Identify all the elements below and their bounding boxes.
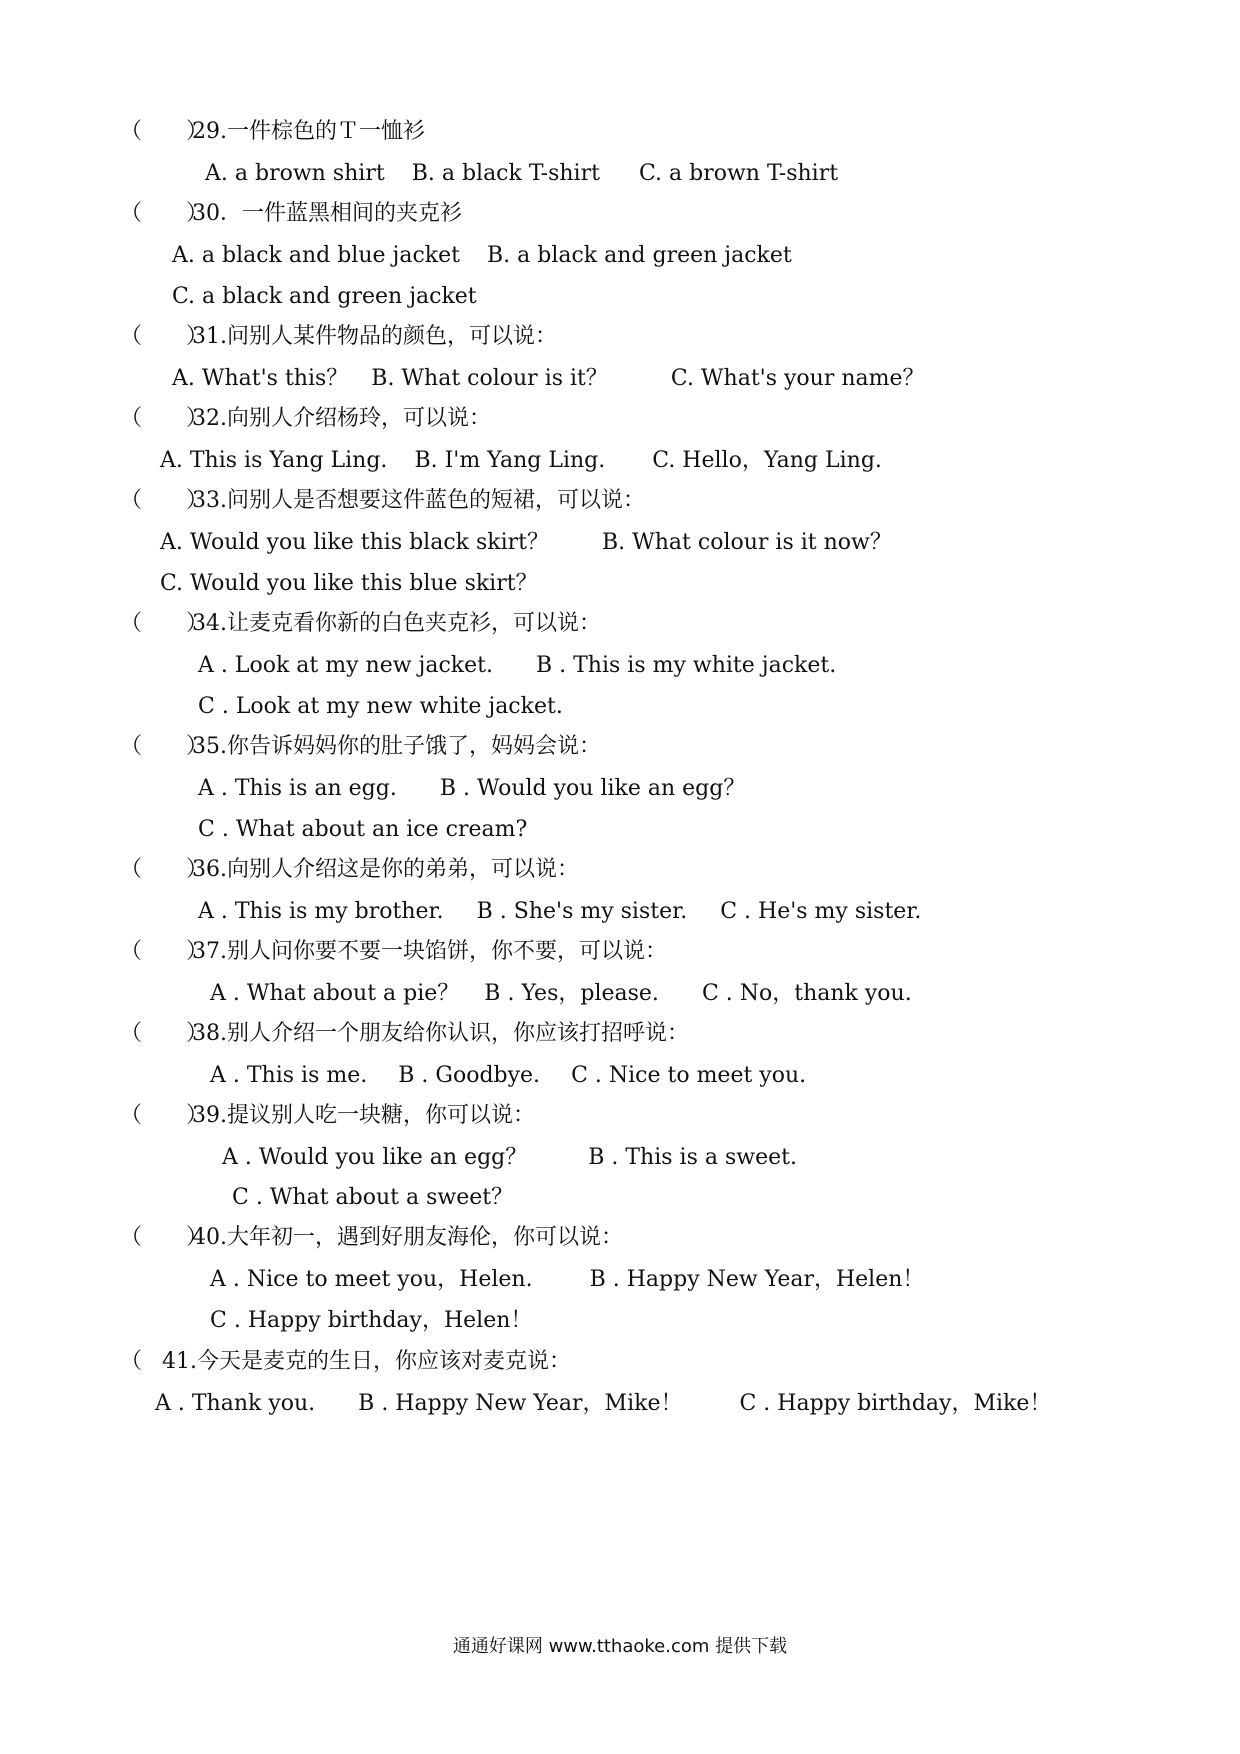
options-30-row2: [172, 282, 477, 312]
options-33-row2: [160, 569, 538, 599]
option-c[interactable]: C . What about an ice cream?: [198, 817, 528, 842]
question-text: 36.向别人介绍这是你的弟弟，可以说：: [192, 857, 579, 882]
options-34-row1: [198, 651, 836, 681]
options-37: [210, 979, 912, 1009]
answer-blank[interactable]: （ ）: [120, 734, 209, 759]
option-a[interactable]: A. Would you like this black skirt？: [160, 530, 549, 555]
option-a[interactable]: A . This is my brother.: [198, 899, 444, 924]
options-31: [172, 364, 925, 394]
question-32: [120, 404, 491, 434]
option-b[interactable]: B . Goodbye.: [398, 1063, 541, 1088]
options-29: [205, 159, 838, 189]
option-c[interactable]: C. What's your name？: [670, 366, 925, 391]
option-b[interactable]: B . This is my white jacket.: [535, 653, 837, 678]
question-text: 29.一件棕色的Ｔ一恤衫: [192, 119, 425, 144]
answer-blank[interactable]: （ ）: [120, 488, 209, 513]
option-b[interactable]: B . Happy New Year，Helen！: [589, 1267, 925, 1292]
answer-blank[interactable]: （ ）: [120, 201, 209, 226]
question-30: [120, 199, 462, 229]
option-c[interactable]: C . He's my sister.: [720, 899, 922, 924]
question-29: [120, 117, 425, 147]
options-35-row1: [198, 774, 745, 804]
question-34: [120, 609, 601, 639]
option-c[interactable]: C. Would you like this blue skirt？: [160, 571, 538, 596]
question-text: 39.提议别人吃一块糖，你可以说：: [192, 1103, 535, 1128]
question-text: 33.问别人是否想要这件蓝色的短裙，可以说：: [192, 488, 645, 513]
question-text: 30．一件蓝黑相间的夹克衫: [192, 201, 462, 226]
answer-blank[interactable]: （ ）: [120, 939, 209, 964]
option-a[interactable]: A . Would you like an egg？: [222, 1145, 528, 1170]
option-a[interactable]: A . What about a pie？: [210, 981, 460, 1006]
option-c[interactable]: C . No，thank you.: [701, 981, 912, 1006]
options-34-row2: [198, 692, 563, 722]
answer-blank[interactable]: （ ）: [120, 324, 209, 349]
options-36: [198, 897, 921, 927]
question-31: [120, 322, 557, 352]
option-c[interactable]: C . Happy birthday，Mike！: [739, 1391, 1052, 1416]
option-a[interactable]: A. This is Yang Ling.: [160, 448, 388, 473]
options-41: [155, 1389, 1051, 1419]
options-40-row1: [210, 1265, 924, 1295]
option-b[interactable]: B . This is a sweet.: [588, 1145, 797, 1170]
answer-blank[interactable]: （ ）: [120, 1021, 209, 1046]
option-b[interactable]: B . Yes，please.: [484, 981, 659, 1006]
options-39-row2: [232, 1183, 513, 1213]
option-b[interactable]: B . Happy New Year，Mike！: [358, 1391, 683, 1416]
option-b[interactable]: B . Would you like an egg？: [439, 776, 746, 801]
option-b[interactable]: B. a black and green jacket: [486, 243, 792, 268]
option-b[interactable]: B. a black T-shirt: [411, 161, 600, 186]
question-41: [120, 1347, 571, 1377]
option-c[interactable]: C . Look at my new white jacket.: [198, 694, 563, 719]
option-a[interactable]: A. What's this？: [172, 366, 349, 391]
option-c[interactable]: C . Nice to meet you.: [571, 1063, 807, 1088]
option-c[interactable]: C . Happy birthday，Helen！: [210, 1308, 533, 1333]
question-text: 35.你告诉妈妈你的肚子饿了，妈妈会说：: [192, 734, 601, 759]
answer-blank[interactable]: （ ）: [120, 1103, 209, 1128]
question-text: 40.大年初一，遇到好朋友海伦，你可以说：: [192, 1225, 623, 1250]
option-c[interactable]: C. a brown T-shirt: [638, 161, 839, 186]
question-37: [120, 937, 667, 967]
options-39-row1: [222, 1143, 797, 1173]
option-b[interactable]: B. What colour is it？: [371, 366, 608, 391]
answer-blank[interactable]: （ ）: [120, 406, 209, 431]
options-33-row1: [160, 528, 892, 558]
options-32: [160, 446, 882, 476]
option-a[interactable]: A . Look at my new jacket.: [198, 653, 493, 678]
answer-blank[interactable]: （ ）: [120, 611, 209, 636]
option-a[interactable]: A . This is me.: [210, 1063, 368, 1088]
answer-blank[interactable]: （ ）: [120, 857, 209, 882]
option-a[interactable]: A . This is an egg.: [198, 776, 397, 801]
question-36: [120, 855, 579, 885]
page-footer: 通通好课网 www.tthaoke.com 提供下载: [452, 1636, 788, 1657]
options-38: [210, 1061, 806, 1091]
options-35-row2: [198, 815, 527, 845]
question-text: 31.问别人某件物品的颜色，可以说：: [192, 324, 557, 349]
options-40-row2: [210, 1306, 532, 1336]
option-a[interactable]: A. a brown shirt: [205, 161, 385, 186]
answer-blank[interactable]: （ ）: [120, 1225, 209, 1250]
option-b[interactable]: B . She's my sister.: [476, 899, 688, 924]
options-30-row1: [172, 241, 792, 271]
option-c[interactable]: C. Hello，Yang Ling.: [652, 448, 882, 473]
question-38: [120, 1019, 689, 1049]
answer-blank[interactable]: （: [120, 1349, 143, 1374]
option-c[interactable]: C . What about a sweet？: [232, 1185, 514, 1210]
question-text: 34.让麦克看你新的白色夹克衫，可以说：: [192, 611, 601, 636]
question-text: 37.别人问你要不要一块馅饼，你不要，可以说：: [192, 939, 667, 964]
option-b[interactable]: B. What colour is it now？: [602, 530, 892, 555]
option-a[interactable]: A. a black and blue jacket: [172, 243, 460, 268]
question-39: [120, 1101, 535, 1131]
question-33: [120, 486, 645, 516]
question-text: 32.向别人介绍杨玲，可以说：: [192, 406, 491, 431]
option-a[interactable]: A . Nice to meet you，Helen.: [210, 1267, 533, 1292]
answer-blank[interactable]: （ ）: [120, 119, 209, 144]
option-b[interactable]: B. I'm Yang Ling.: [414, 448, 606, 473]
question-35: [120, 732, 601, 762]
question-text: 38.别人介绍一个朋友给你认识，你应该打招呼说：: [192, 1021, 689, 1046]
question-40: [120, 1223, 623, 1253]
question-text: 41.今天是麦克的生日，你应该对麦克说：: [162, 1349, 571, 1374]
option-a[interactable]: A . Thank you.: [155, 1391, 316, 1416]
option-c[interactable]: C. a black and green jacket: [172, 284, 477, 309]
